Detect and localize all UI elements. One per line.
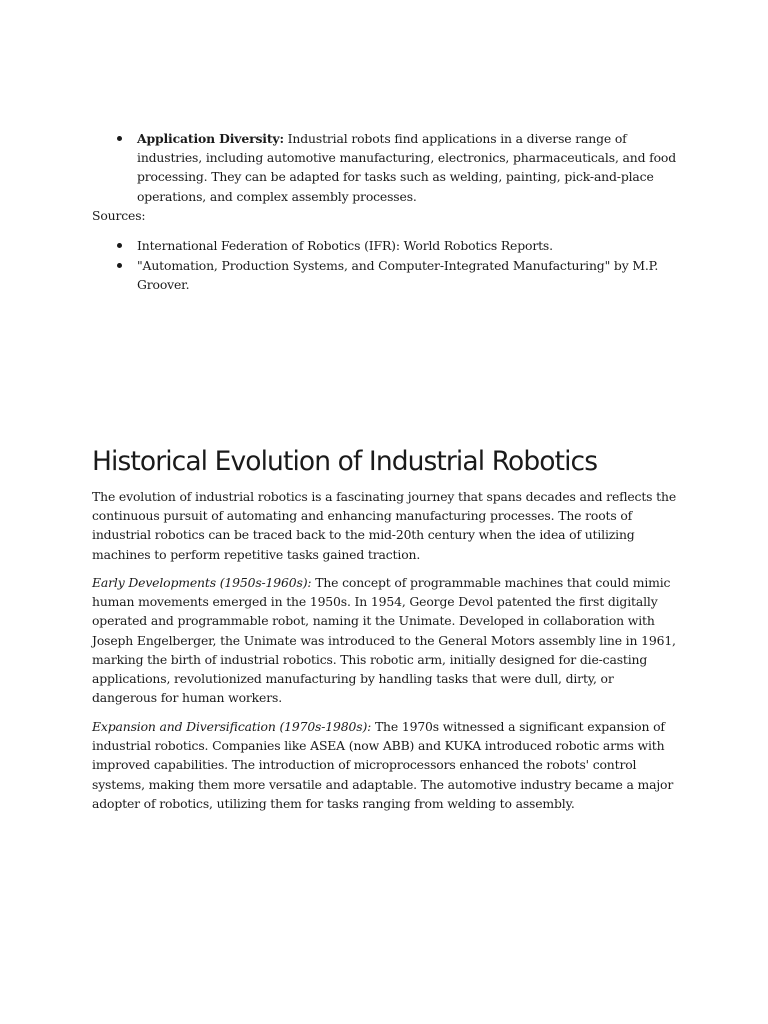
section-heading: Historical Evolution of Industrial Robotics <box>92 446 598 477</box>
source-item: International Federation of Robotics (IFR): World Robotics Reports. <box>137 236 685 255</box>
expansion-paragraph <box>92 717 682 813</box>
application-diversity-term: Application Diversity: <box>137 131 284 146</box>
source-item: "Automation, Production Systems, and Computer-Integrated Manufacturing" by M.P. Groover. <box>137 256 685 294</box>
sources-label: Sources: <box>92 208 146 223</box>
application-diversity-text: Industrial robots find applications in a diverse range of industries, including automotive manufacturing, electronics, pharmaceuticals, and food processing. They can be adapted for tasks such as welding, painting, pick-and-place operations, and complex assembly processes. <box>137 131 676 204</box>
expansion-title: Expansion and Diversification (1970s-1980s): <box>92 719 372 734</box>
expansion-text: The 1970s witnessed a significant expansion of industrial robotics. Companies like ASEA (now ABB) and KUKA introduced robotic arms with improved capabilities. The introduction of microprocessors enhanced the robots' control systems, making them more versatile and adaptable. The automotive industry became a major adopter of robotics, utilizing them for tasks ranging from welding to assembly. <box>92 719 674 811</box>
early-developments-paragraph <box>92 573 682 707</box>
intro-paragraph: The evolution of industrial robotics is a fascinating journey that spans decades and reflects the continuous pursuit of automating and enhancing manufacturing processes. The roots of industrial robotics can be traced back to the mid-20th century when the idea of utilizing machines to perform repetitive tasks gained traction. <box>92 489 677 562</box>
application-list <box>137 129 685 206</box>
application-diversity-item <box>137 129 685 206</box>
early-developments-text: The concept of programmable machines that could mimic human movements emerged in the 1950s. In 1954, George Devol patented the first digitally operated and programmable robot, naming it the Unimate. Developed in collaboration with Joseph Engelberger, the Unimate was introduced to the General Motors assembly line in 1961, marking the birth of industrial robotics. This robotic arm, initially designed for die-casting applications, revolutionized manufacturing by handling tasks that were dull, dirty, or dangerous for human workers. <box>92 575 676 706</box>
early-developments-title: Early Developments (1950s-1960s): <box>92 575 312 590</box>
sources-list <box>137 236 685 295</box>
